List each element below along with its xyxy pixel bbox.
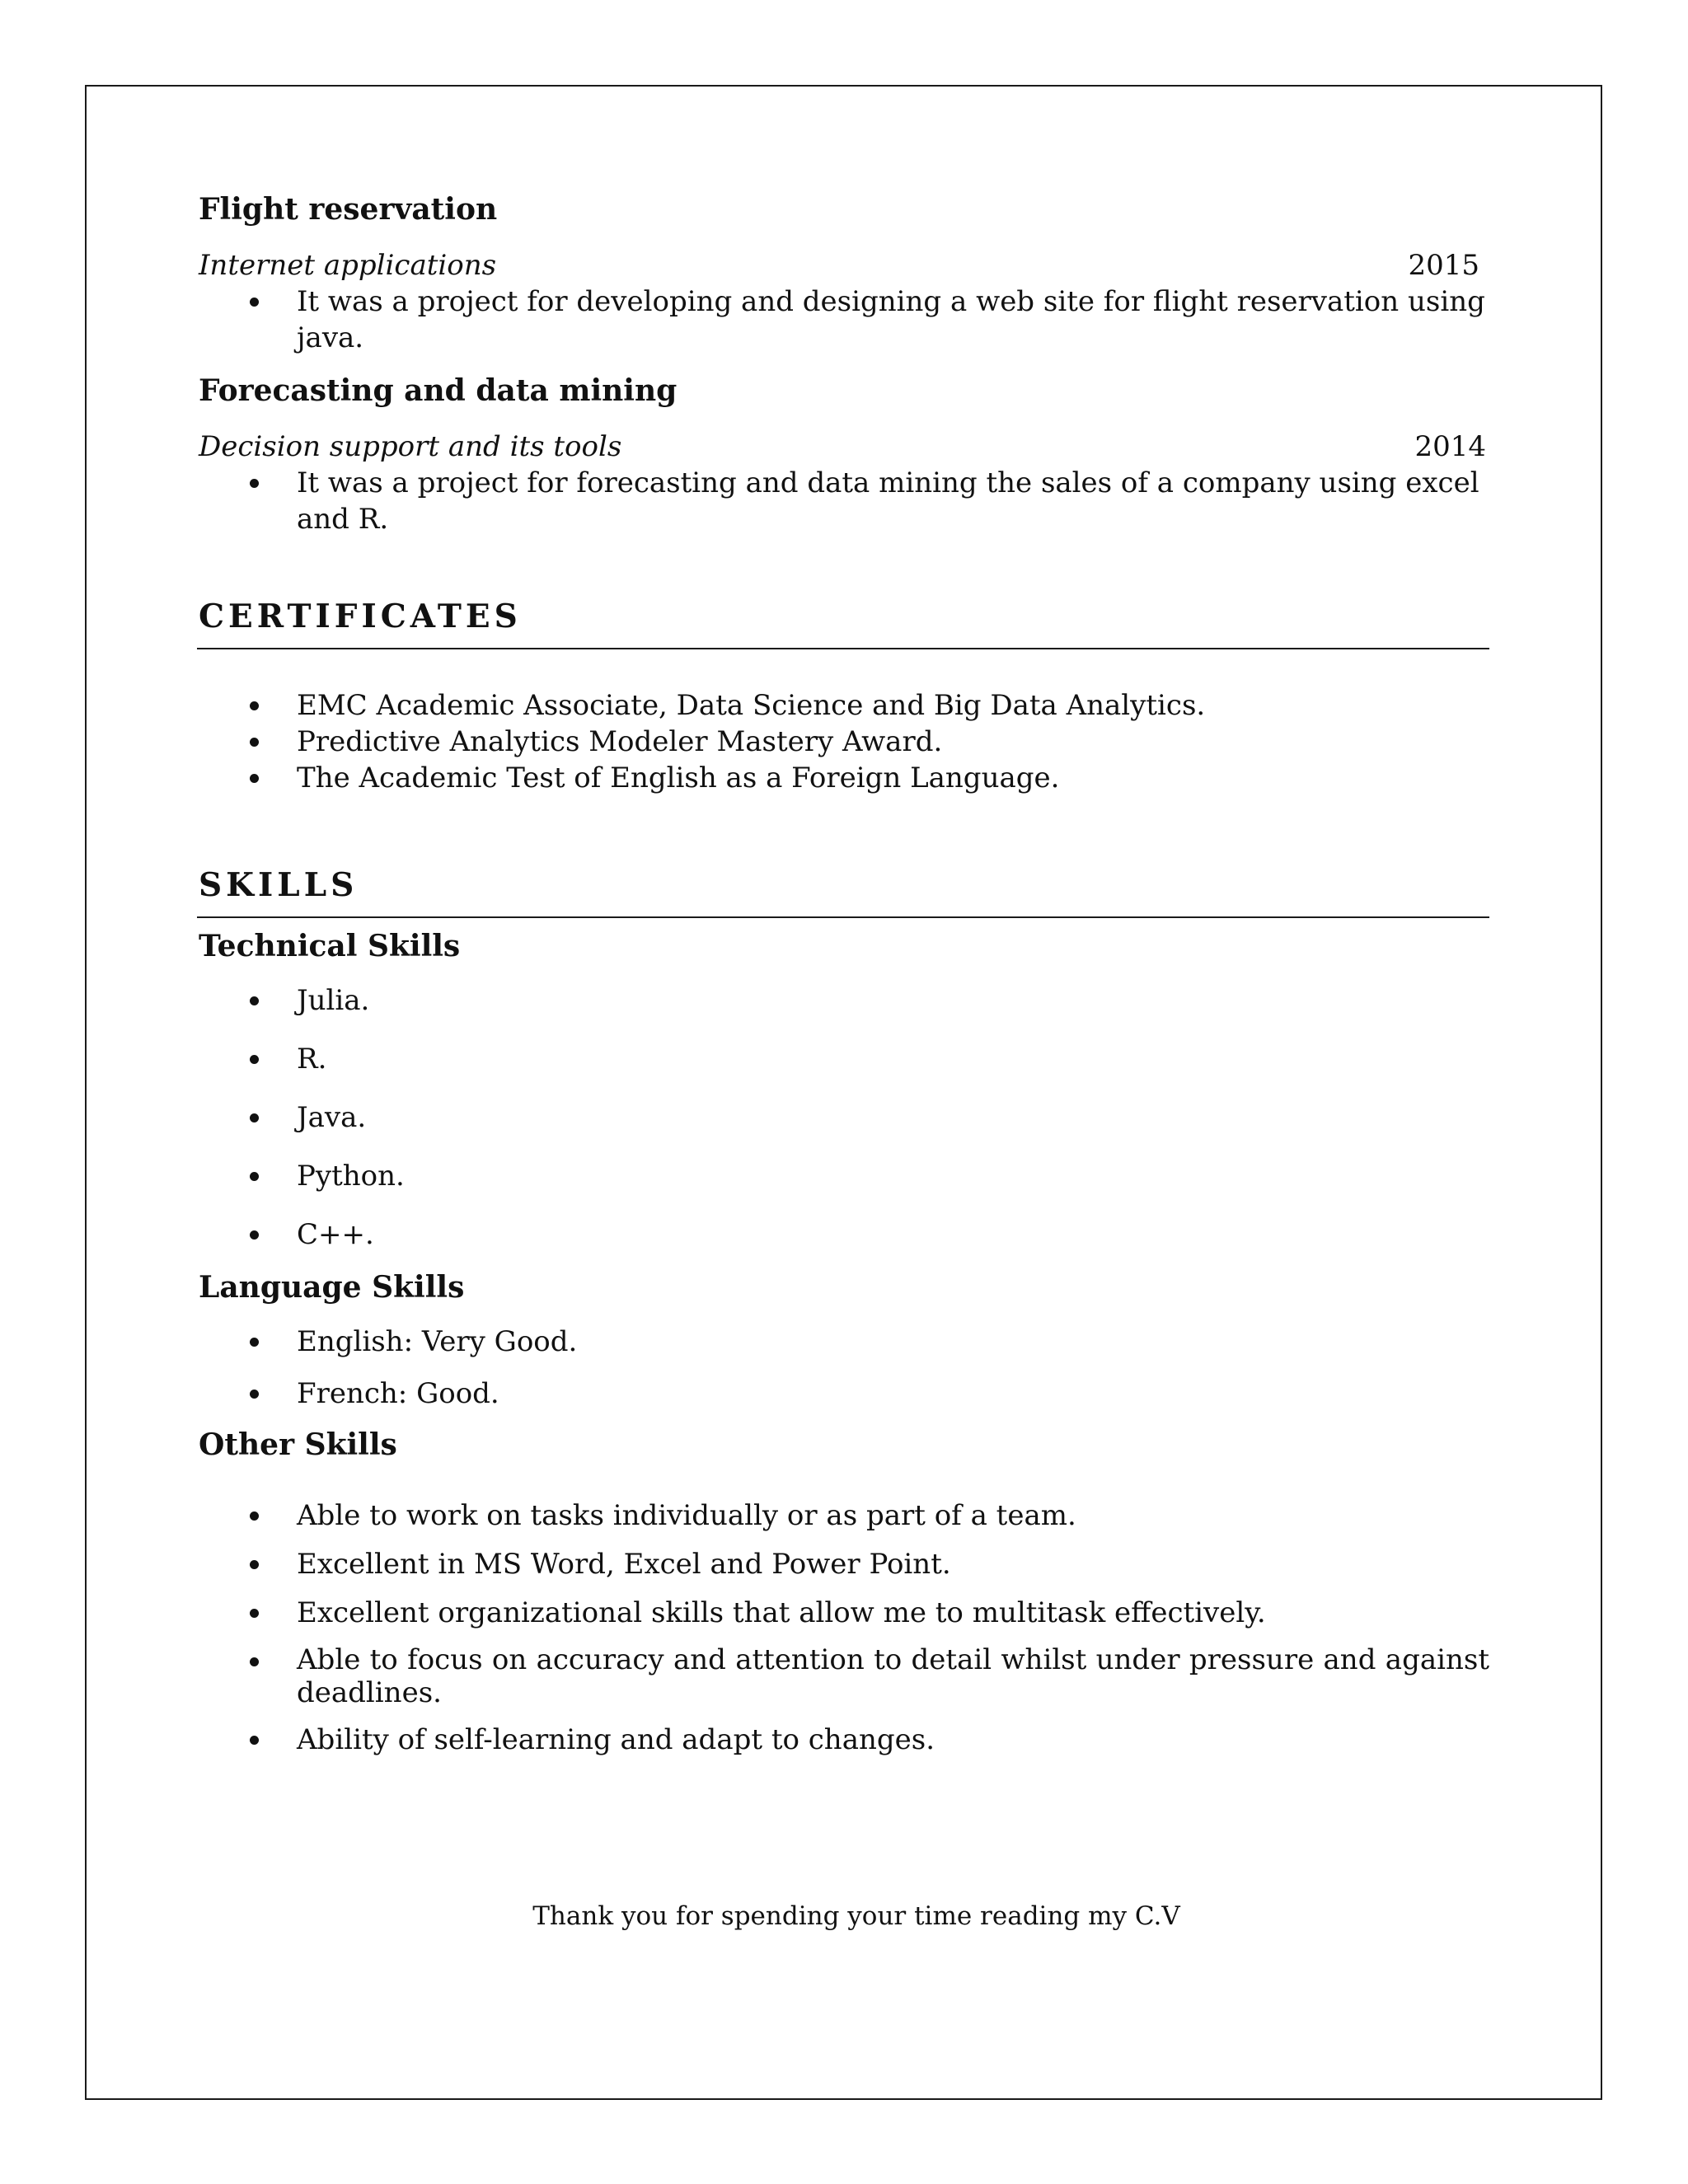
project-course: Internet applications bbox=[199, 249, 497, 282]
list-item: It was a project for developing and designing a web site for flight reservation using java. bbox=[199, 284, 1489, 356]
section-heading-certificates: CERTIFICATES bbox=[197, 597, 1489, 649]
list-item: C++. bbox=[199, 1216, 1489, 1253]
list-item: Excellent organizational skills that allow me to multitask effectively. bbox=[199, 1595, 1489, 1631]
list-item: It was a project for forecasting and data mining the sales of a company using excel and R. bbox=[199, 465, 1489, 537]
technical-skills-title: Technical Skills bbox=[199, 929, 461, 963]
list-item: Python. bbox=[199, 1158, 1489, 1194]
project-forecasting bbox=[199, 373, 1489, 537]
other-skills-list bbox=[199, 1497, 1489, 1758]
list-item: Julia. bbox=[199, 982, 1489, 1019]
project-subtitle bbox=[199, 247, 1489, 284]
section-heading-skills: SKILLS bbox=[197, 865, 1489, 918]
project-title: Forecasting and data mining bbox=[199, 373, 678, 408]
project-subtitle bbox=[199, 429, 1489, 465]
list-item: Able to work on tasks individually or as part of a team. bbox=[199, 1497, 1489, 1534]
footer-thanks: Thank you for spending your time reading my C.V bbox=[532, 1901, 1180, 1931]
other-skills-title: Other Skills bbox=[199, 1427, 397, 1462]
project-course: Decision support and its tools bbox=[199, 430, 622, 463]
list-item: Java. bbox=[199, 1099, 1489, 1136]
list-item: Predictive Analytics Modeler Mastery Award. bbox=[199, 724, 1489, 760]
resume-content bbox=[199, 191, 1489, 1934]
list-item: Excellent in MS Word, Excel and Power Point. bbox=[199, 1546, 1489, 1582]
project-bullets bbox=[199, 284, 1489, 356]
language-skills-title: Language Skills bbox=[199, 1270, 465, 1305]
list-item: Able to focus on accuracy and attention to detail whilst under pressure and against deadlines. bbox=[199, 1643, 1489, 1709]
technical-skills-list bbox=[199, 982, 1489, 1253]
list-item: French: Good. bbox=[199, 1376, 1489, 1412]
language-skills-list bbox=[199, 1324, 1489, 1412]
certificates-list bbox=[199, 687, 1489, 796]
list-item: The Academic Test of English as a Foreign Language. bbox=[199, 760, 1489, 796]
list-item: English: Very Good. bbox=[199, 1324, 1489, 1360]
project-flight-reservation bbox=[199, 191, 1489, 356]
project-year: 2015 bbox=[1408, 249, 1479, 282]
skills-section bbox=[199, 865, 1489, 1758]
project-year: 2014 bbox=[1414, 430, 1486, 463]
project-title: Flight reservation bbox=[199, 192, 498, 227]
project-bullets bbox=[199, 465, 1489, 537]
certificates-section bbox=[199, 597, 1489, 796]
list-item: Ability of self-learning and adapt to changes. bbox=[199, 1722, 1489, 1758]
list-item: EMC Academic Associate, Data Science and Big Data Analytics. bbox=[199, 687, 1489, 724]
list-item: R. bbox=[199, 1041, 1489, 1077]
